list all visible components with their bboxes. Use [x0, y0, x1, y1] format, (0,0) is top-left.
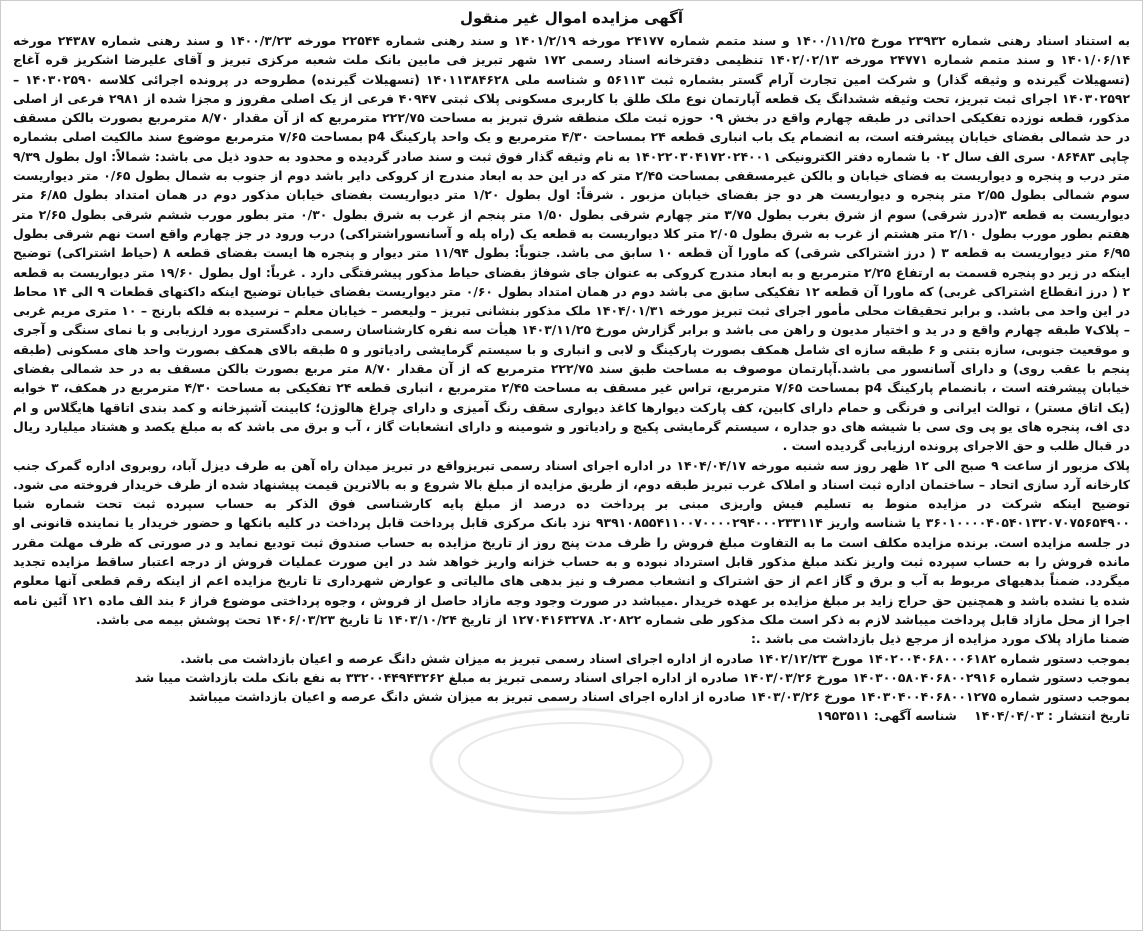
notice-title: آگهی مزایده اموال غیر منقول	[459, 9, 684, 27]
seizure-order-item: بموجب دستور شماره ۱۴۰۳۰۴۰۰۴۰۶۸۰۰۱۲۷۵ مورخ ۱۴۰۳/۰۳/۲۶ صادره از اداره اجرای اسناد رسمی تبریز به میزان شش دانگ عرصه و اعیان بازداشت میباشد	[188, 689, 1130, 705]
publish-date-label: تاریخ انتشار :	[1048, 708, 1130, 724]
seizure-order-item: بموجب دستور شماره ۱۴۰۲۰۰۴۰۶۸۰۰۰۶۱۸۲ مورخ ۱۴۰۲/۱۲/۲۳ صادره از اداره اجرای اسناد رسمی تبریز به میزان شش دانگ عرصه و اعیان بازداشت می باشد.	[180, 650, 1130, 666]
notice-paragraph-auction-terms: پلاک مزبور از ساعت ۹ صبح الی ۱۲ ظهر روز سه شنبه مورخه ۱۴۰۴/۰۴/۱۷ در اداره اجرای اسناد رسمی تبریزواقع در تبریز میدان راه آهن به طرف دیزل آباد، روبروی اداره گمرک جنب کارخانه آرد سازی اتحاد – ساختمان اداره ثبت اسناد و املاک غرب تبریز طبقه دوم، از طریق مزایده از مبلغ بالا شروع و به بالاترین قیمت پیشنهاد شده از طرف خریدار فروخته می شود. توضیح اینکه شرکت در مزایده منوط به تسلیم فیش واریزی مبنی بر پرداخت ده درصد از مبلغ پایه کارشناسی فوق الذکر به حساب سپرده ثبت تحت شماره شبا ۳۶۰۱۰۰۰۰۴۰۵۴۰۱۳۲۰۷۰۷۵۶۵۴۹۰۰ یا شناسه واریز ۹۳۹۱۰۸۵۵۴۱۱۰۰۷۰۰۰۰۲۹۴۰۰۰۲۳۳۱۱۴ نزد بانک مرکزی قابل پرداخت قابل پرداخت در کلیه بانکها و حضور خریدار یا نماینده قانونی او در جلسه مزایده است. برنده مزایده مکلف است ما به التفاوت مبلغ فروش را ظرف مدت پنج روز از تاریخ مزایده به حساب صندوق ثبت تودیع نماید و در صورتی که ظرف مهلت مقرر مانده فروش را به حساب سپرده ثبت واریز نکند مبلغ مذکور قابل استرداد نبوده و به حساب خزانه واریز خواهد شد در این صورت عملیات فروش از درجه اعتبار ساقط مزایده تجدید میگردد. ضمناً بدهیهای مربوط به آب و برق و گاز اعم از حق اشتراک و انشعاب مصرف و نیز بدهی های مالیاتی و عوارض شهرداری تا تاریخ مزایده اعم از اینکه رقم قطعی آنها معلوم شده یا نشده باشد و همچنین حق حراج زاید بر مبلغ مزایده بر عهده خریدار .میباشد در صورت وجود وجه مازاد حاصل از فروش ، وجوه پرداختی موضوع فراز ۶ بند الف ماده ۱۲۱ آئین نامه اجرا از محل مازاد قابل پرداخت میباشد لازم به ذکر است ملک مذکور طی شماره ۲۰۸۲۲. ۱۲۷۰۴۱۶۳۲۷۸ از تاریخ ۱۴۰۳/۱۰/۲۴ تا تاریخ ۱۴۰۶/۰۳/۲۳ تحت پوشش بیمه می باشد.	[13, 457, 1130, 627]
seizure-order-item: بموجب دستور شماره ۱۴۰۳۰۰۵۸۰۴۰۶۸۰۰۲۹۱۶ مورخ ۱۴۰۳/۰۳/۲۶ صادره از اداره اجرای اسناد رسمی تبریز به مبلغ ۳۳۲۰۰۴۴۹۴۳۲۶۲ به نفع بانک ملت بازداشت میبا شد	[134, 669, 1130, 685]
seizure-orders-intro: ضمنا مازاد پلاک مورد مزایده از مرجع ذیل بازداشت می باشد .:	[750, 631, 1130, 647]
notice-footer	[13, 706, 1130, 725]
notice-body	[13, 31, 1130, 726]
notice-paragraph-property-description: به استناد اسناد رهنی شماره ۲۳۹۳۲ مورخ ۱۴۰۰/۱۱/۲۵ و سند متمم شماره ۲۴۱۷۷ مورخه ۱۴۰۱/۲/۱۹ و سند رهنی شماره ۲۲۵۴۴ مورخه ۱۴۰۰/۳/۲۳ و سند رهنی شماره ۲۴۳۸۷ مورخه ۱۴۰۱/۰۶/۱۴ و سند متمم شماره ۲۴۷۷۱ مورخه ۱۴۰۲/۰۲/۱۳ تنظیمی دفترخانه اسناد رسمی ۱۷۲ شهر تبریز فی مابین بانک ملت شعبه مرکزی تبریز و آقای علیرضا اشکریز قره آغاج (تسهیلات گیرنده و وثیقه گذار) و شرکت امین تجارت آرام گستر بشماره ثبت ۵۶۱۱۳ و شناسه ملی ۱۴۰۱۱۳۸۴۶۲۸ (تسهیلات گیرنده) مطروحه در پرونده اجرائی کلاسه ۱۴۰۳۰۲۵۹۰ – ۱۴۰۳۰۲۵۹۲ اجرای ثبت تبریز، تحت وثیقه ششدانگ یک قطعه آپارتمان نوع ملک طلق با کاربری مسکونی پلاک ثبتی ۴۰۹۴۷ فرعی از یک اصلی مفروز و مجزا شده از ۲۹۸۱ فرعی از اصلی مذکور، قطعه نوزده تفکیکی احداثی در طبقه چهارم واقع در بخش ۰۹ حوزه ثبت ملک منطقه شرق تبریز به مساحت ۲۲۲/۷۵ مترمربع که از آن مقدار ۸/۷۰ مترمربع بصورت بالکن مسقف در حد شمالی بفضای خیابان پیشرفته است، به انضمام یک باب انباری قطعه ۲۴ بمساحت ۴/۳۰ مترمربع و یک واحد پارکینگ p4 بمساحت ۷/۶۵ مترمربع موضوع سند مالکیت اصلی بشماره چاپی ۰۸۶۴۸۳ سری الف سال ۰۲ با شماره دفتر الکترونیکی ۱۴۰۲۲۰۳۰۴۱۷۲۰۲۴۰۰۱ به نام وثیقه گذار فوق ثبت و سند صادر گردیده و محدود به حدود ذیل می باشد: شمالاً: اول بطول ۹/۳۹ متر درب و پنجره و دیواریست به فضای خیابان و بالکن غیرمسقفی بمساحت ۲/۴۵ متر که در این حد به ابعاد مندرج از کروکی دایر باشد دوم از جنوب به شمال بطول ۰/۶۵ متر دیواریست سوم شمالی بطول ۲/۵۵ متر پنجره و دیواریست هر دو جز بفضای خیابان مزبور . شرقاً: اول بطول ۱/۲۰ متر دیواریست بفضای خیابان مذکور دوم در همان امتداد بطول ۶/۸۵ متر دیواریست به قطعه ۳(درز شرقی) سوم از شرق بغرب بطول ۳/۷۵ متر چهارم شرقی بطول ۱/۵۰ متر پنجم از غرب به شرق بطول ۰/۳۰ متر بطور مورب ششم شرقی بطول ۲/۶۵ متر هفتم بطور مورب بطول ۲/۱۰ متر هشتم از غرب به شرق بطول ۲/۰۵ متر کلا دیواریست به قطعه یک (راه پله و آسانسوراشتراکی) درب ورود در جز چهارم واقع است نهم شرقی بطول ۶/۹۵ متر دیواریست به قطعه ۳ ( درز اشتراکی شرقی) که ماورا آن قطعه ۱۰ سابق می باشد. جنوباً: بطول ۱۱/۹۴ متر دیوار و پنجره ها ایست بفضای قطعه ۸ (حیاط اشتراکی) توضیح اینکه در زیر دو پنجره قسمت به ارتفاع ۲/۲۵ مترمربع و به ابعاد مندرج کروکی به عنوان جای شوفاژ بفضای حیاط مذکور پیشرفتگی دارد . غرباً: اول بطول ۱۹/۶۰ متر دیواریست به قطعه ۲ ( درز انقطاع اشتراکی غربی) که ماورا آن قطعه ۱۲ تفکیکی سابق می باشد دوم در همان امتداد بطول ۰/۶۰ متر دیواریست بفضای خیابان توضیح اینکه داکتهای قطعات ۹ الی ۱۴ محاط در این واحد می باشد. و برابر تحقیقات محلی مأمور اجرای ثبت تبریز مورخه ۱۴۰۴/۰۱/۳۱ ملک مذکور بنشانی تبریز – ولیعصر – خیابان معلم – نرسیده به فلکه بارنج – ۱۰ متری مریم غربی – پلاک۷ طبقه چهارم واقع و در ید و اختیار مدیون و راهن می باشد و برابر گزارش مورخ ۱۴۰۳/۱۱/۲۵ هیأت سه نفره کارشناسان رسمی دادگستری مورد ارزیابی و با نمای سنگی و آجری و موقعیت جنوبی، سازه بتنی و ۶ طبقه سازه ای شامل همکف بصورت پارکینگ و لابی و انباری و با سیستم گرمایشی رادیاتور و ۵ طبقه بالای همکف بصورت واحد های مسکونی (طبقه پنجم با عقب روی) و دارای آسانسور می باشد.آپارتمان موصوف به مساحت طبق سند ۲۲۲/۷۵ مترمربع که از آن مقدار ۸/۷۰ متر مربع بصورت بالکن مسقف به در حد شمالی بفضای خیابان پیشرفته است ، بانضمام پارکینگ p4 بمساحت ۷/۶۵ مترمربع، تراس غیر مسقف به مساحت ۲/۴۵ مترمربع ، انباری قطعه ۲۴ تفکیکی به مساحت ۴/۳۰ مترمربع در همکف، ۳ خوابه (یک اتاق مستر) ، توالت ایرانی و فرنگی و حمام دارای کابین، کف پارکت دیوارها کاغذ دیواری سقف رنگ آمیزی و دارای چراغ هالوژن؛ کابینت آشپزخانه و کمد بندی اتاقها هایگلاس و ام دی اف، پنجره های یو پی وی سی با شیشه های دو جداره ، سیستم گرمایشی پکیج و رادیاتور و شومینه و دارای انشعابات گاز ، آب و برق می باشد که به مبلغ یکصد و هشتاد میلیارد ریال در قبال طلب و حق الاجرای پرونده ارزیابی گردیده است .	[13, 33, 1131, 454]
seizure-orders-list	[13, 629, 1130, 706]
notice-id-label: شناسه آگهی:	[873, 708, 957, 724]
publish-date: ۱۴۰۴/۰۴/۰۳	[974, 708, 1044, 724]
notice-id: ۱۹۵۳۵۱۱	[816, 708, 870, 724]
